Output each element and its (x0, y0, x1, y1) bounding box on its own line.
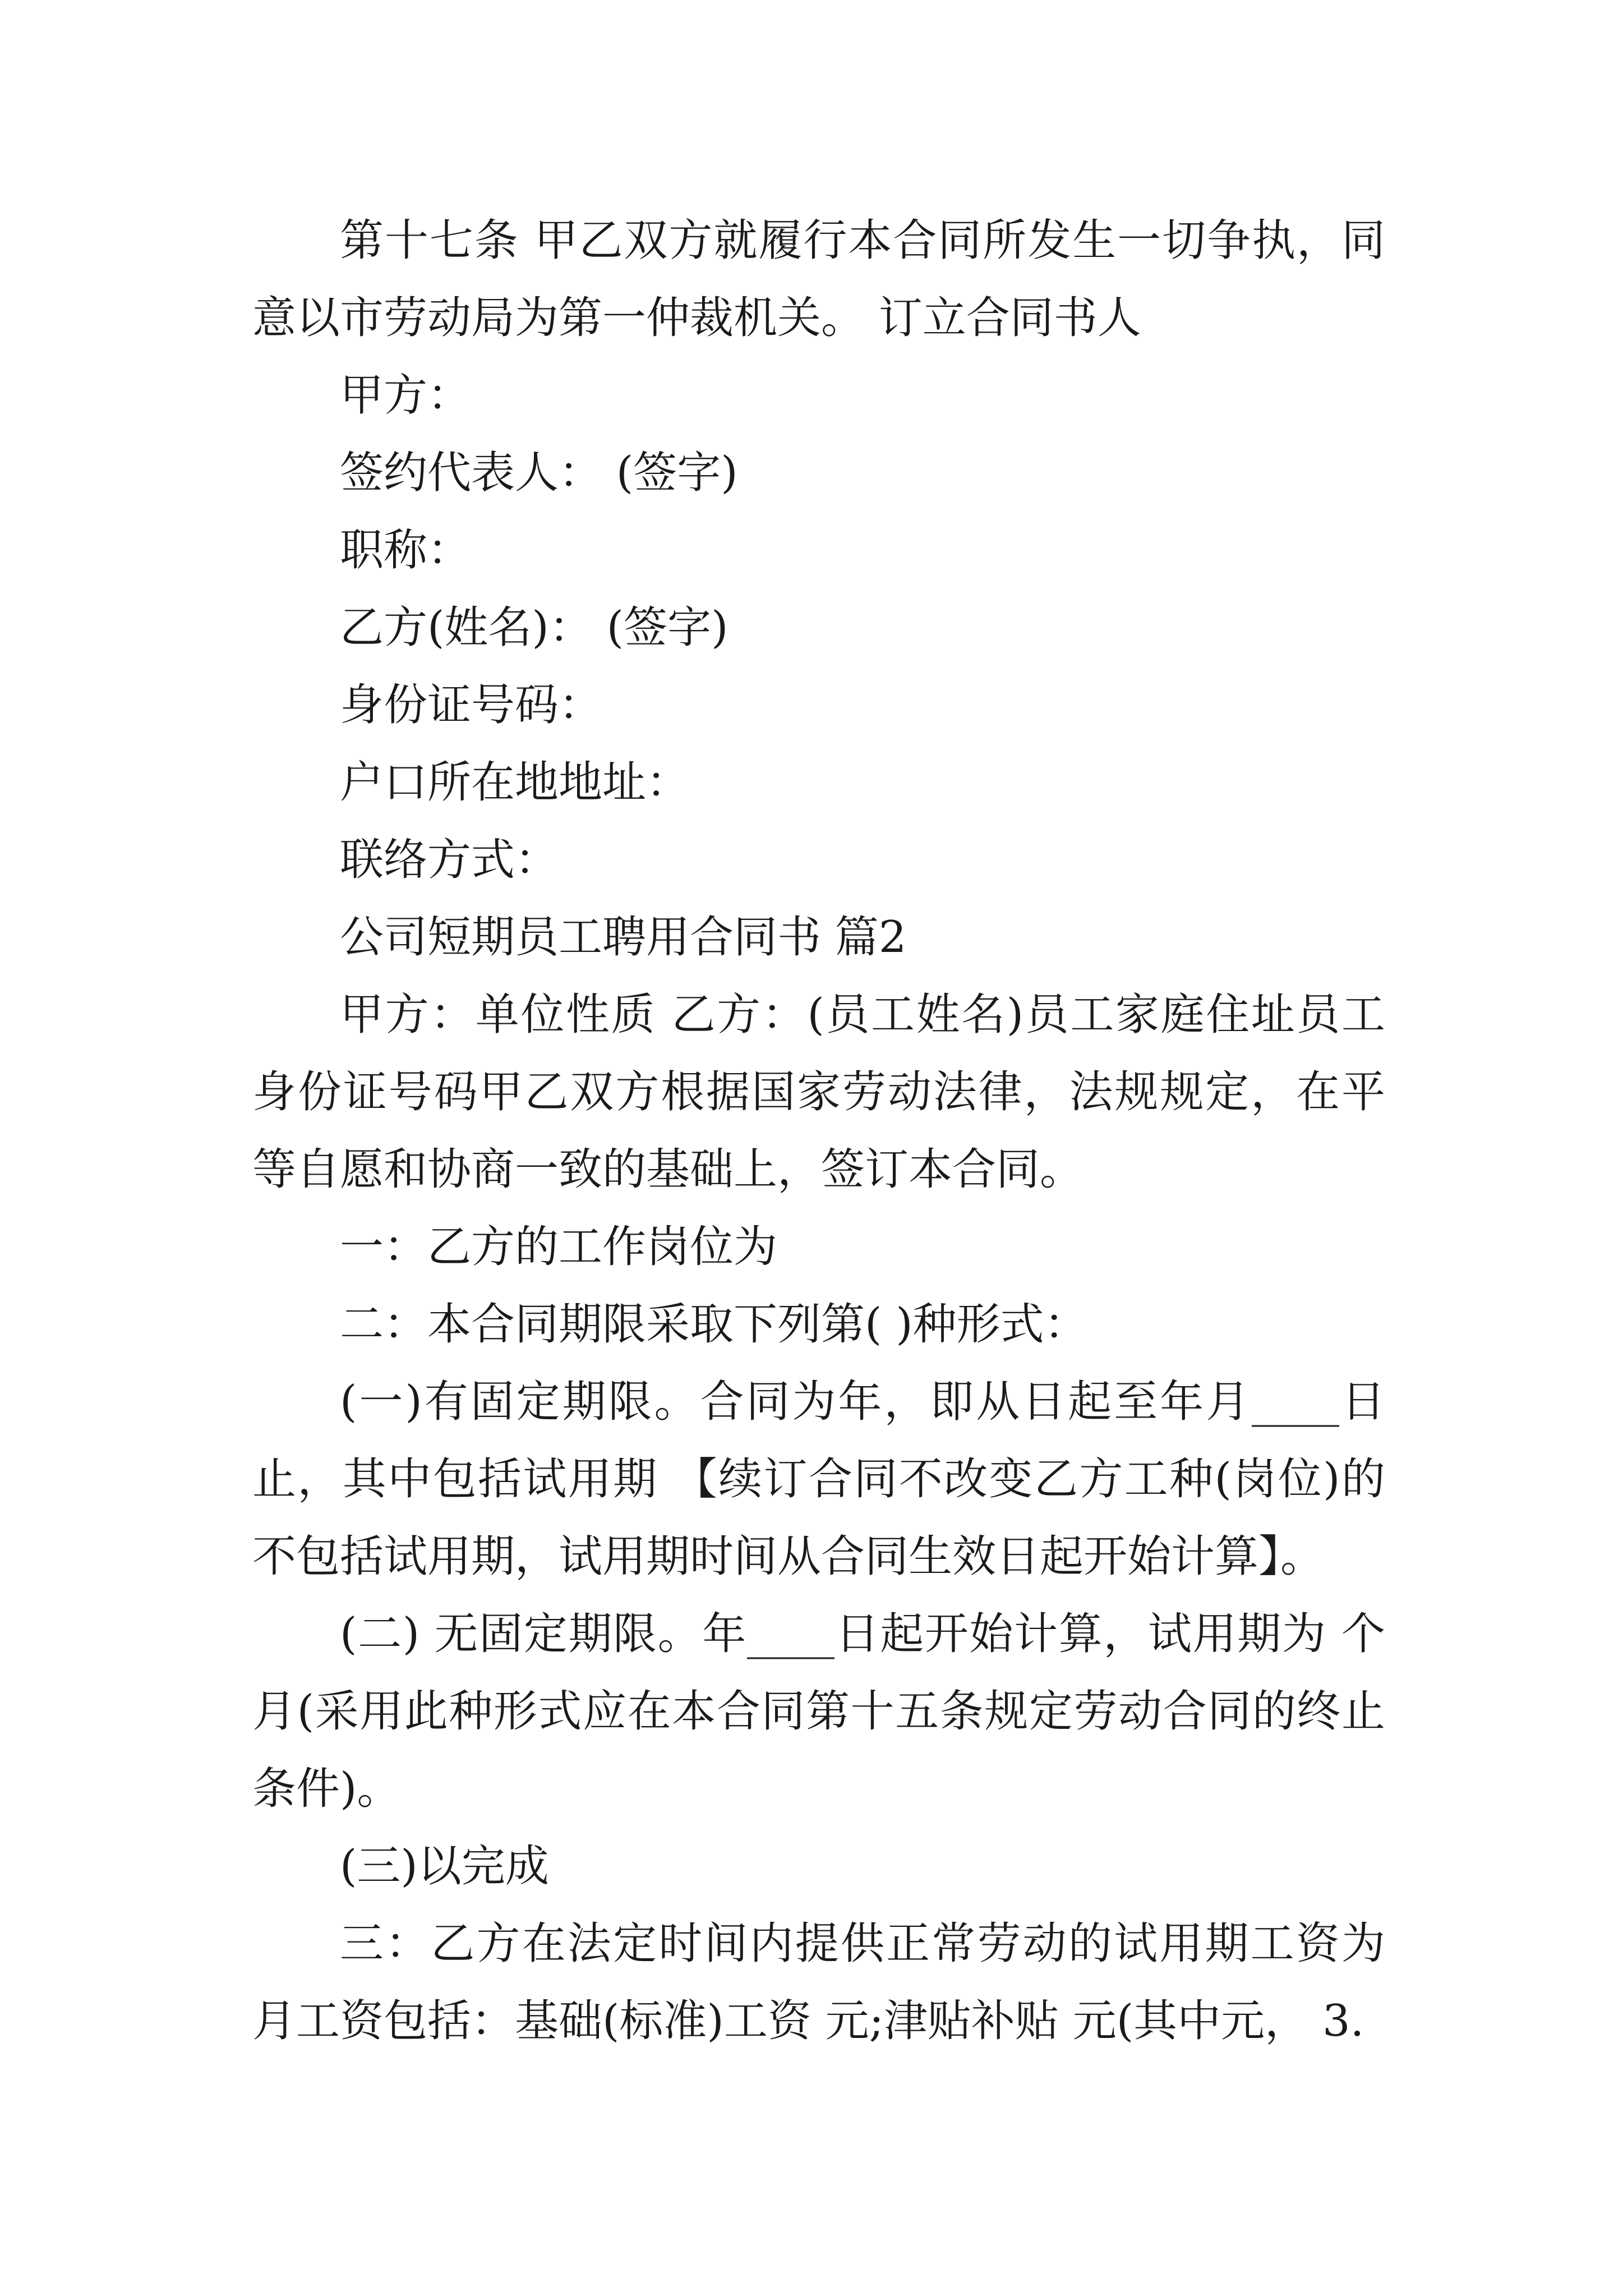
paragraph-id-number: 身份证号码： (340, 680, 603, 730)
paragraph-parties-intro: 甲方：单位性质 乙方：(员工姓名)员工家庭住址员工身份证号码甲乙双方根据国家劳动法律，法规规定，在平等自愿和协商一致的基础上，签订本合同。 (252, 990, 1385, 1195)
paragraph-household-address: 户口所在地地址： (340, 757, 690, 808)
document-body (252, 202, 1385, 2060)
paragraph-article-17: 第十七条 甲乙双方就履行本合同所发生一切争执，同意以市劳动局为第一仲裁机关。 订立合同书人 (252, 215, 1385, 343)
paragraph-open-term: (二) 无固定期限。年____日起开始计算，试用期为 个月(采用此种形式应在本合同第十五条规定劳动合同的终止条件)。 (252, 1609, 1385, 1814)
paragraph-clause-3: 三：乙方在法定时间内提供正常劳动的试用期工资为月工资包括：基础(标准)工资 元;津贴补贴 元(其中元， 3. (252, 1918, 1385, 2046)
paragraph-contact-method: 联络方式： (340, 835, 559, 885)
paragraph-task-term: (三)以完成 (340, 1841, 549, 1892)
paragraph-fixed-term: (一)有固定期限。合同为年，即从日起至年月____日止，其中包括试用期 【续订合同不改变乙方工种(岗位)的不包括试用期，试用期时间从合同生效日起开始计算】。 (252, 1377, 1385, 1582)
section-heading-part-2: 公司短期员工聘用合同书 篇2 (340, 912, 907, 963)
paragraph-clause-1: 一：乙方的工作岗位为 (340, 1222, 778, 1272)
paragraph-party-b-name: 乙方(姓名)： (签字) (340, 602, 728, 653)
paragraph-party-a: 甲方： (340, 370, 472, 421)
paragraph-job-title: 职称： (340, 525, 472, 576)
paragraph-signing-representative: 签约代表人： (签字) (340, 448, 738, 498)
paragraph-clause-2: 二：本合同期限采取下列第( )种形式： (340, 1299, 1088, 1350)
